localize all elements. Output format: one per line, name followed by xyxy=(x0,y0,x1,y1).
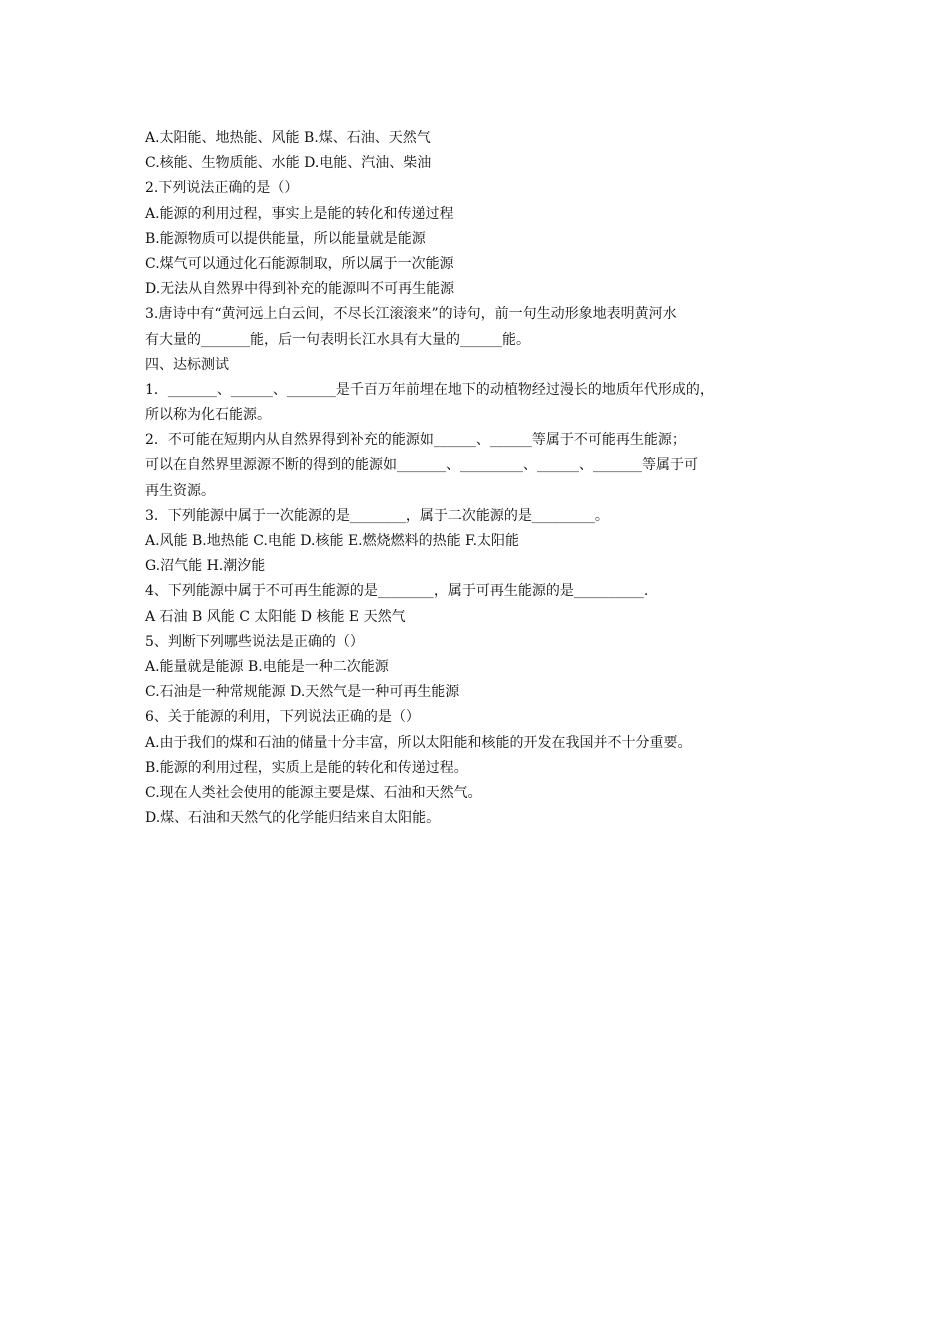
option-line: A.能量就是能源 B.电能是一种二次能源 xyxy=(145,658,389,675)
option-line: C.现在人类社会使用的能源主要是煤、石油和天然气。 xyxy=(145,784,482,801)
text-line: C.核能、生物质能、水能 D.电能、汽油、柴油 xyxy=(145,155,432,172)
text-line: 可以在自然界里源源不断的得到的能源如_______、_________、______、_______等属于可 xyxy=(145,457,698,474)
question-line: 6、关于能源的利用，下列说法正确的是（） xyxy=(145,709,420,726)
option-line: G.沼气能 H.潮汐能 xyxy=(145,558,266,575)
question-line: 2.下列说法正确的是（） xyxy=(145,180,299,197)
option-line: C.煤气可以通过化石能源制取，所以属于一次能源 xyxy=(145,255,454,272)
option-line: A.能源的利用过程，事实上是能的转化和传递过程 xyxy=(145,205,454,222)
question-line: 3.唐诗中有“黄河远上白云间，不尽长江滚滚来”的诗句，前一句生动形象地表明黄河水 xyxy=(145,306,677,323)
question-line: 2．不可能在短期内从自然界得到补充的能源如______、______等属于不可能再生能源； xyxy=(145,432,686,449)
section-heading: 四、达标测试 xyxy=(145,356,229,373)
text-line: A.太阳能、地热能、风能 B.煤、石油、天然气 xyxy=(145,130,431,146)
option-line: D.煤、石油和天然气的化学能归结来自太阳能。 xyxy=(145,810,441,827)
option-line: B.能源的利用过程，实质上是能的转化和传递过程。 xyxy=(145,759,468,776)
text-line: 所以称为化石能源。 xyxy=(145,407,271,424)
option-line: D.无法从自然界中得到补充的能源叫不可再生能源 xyxy=(145,281,455,298)
text-line: 有大量的_______能，后一句表明长江水具有大量的______能。 xyxy=(145,331,530,348)
option-line: A.由于我们的煤和石油的储量十分丰富，所以太阳能和核能的开发在我国并不十分重要。 xyxy=(145,734,692,751)
option-line: C.石油是一种常规能源 D.天然气是一种可再生能源 xyxy=(145,684,460,701)
document-body xyxy=(145,126,815,831)
question-line: 5、判断下列哪些说法是正确的（） xyxy=(145,633,364,650)
question-line: 3．下列能源中属于一次能源的是________，属于二次能源的是_________。 xyxy=(145,507,609,524)
option-line: A 石油 B 风能 C 太阳能 D 核能 E 天然气 xyxy=(145,608,406,625)
option-line: B.能源物质可以提供能量，所以能量就是能源 xyxy=(145,230,426,247)
question-line: 1．_______、______、_______是千百万年前埋在地下的动植物经过漫长的地质年代形成的， xyxy=(145,381,714,398)
text-line: 再生资源。 xyxy=(145,482,215,499)
option-line: A.风能 B.地热能 C.电能 D.核能 E.燃烧燃料的热能 F.太阳能 xyxy=(145,533,520,549)
question-line: 4、下列能源中属于不可再生能源的是________，属于可再生能源的是__________. xyxy=(145,583,649,600)
